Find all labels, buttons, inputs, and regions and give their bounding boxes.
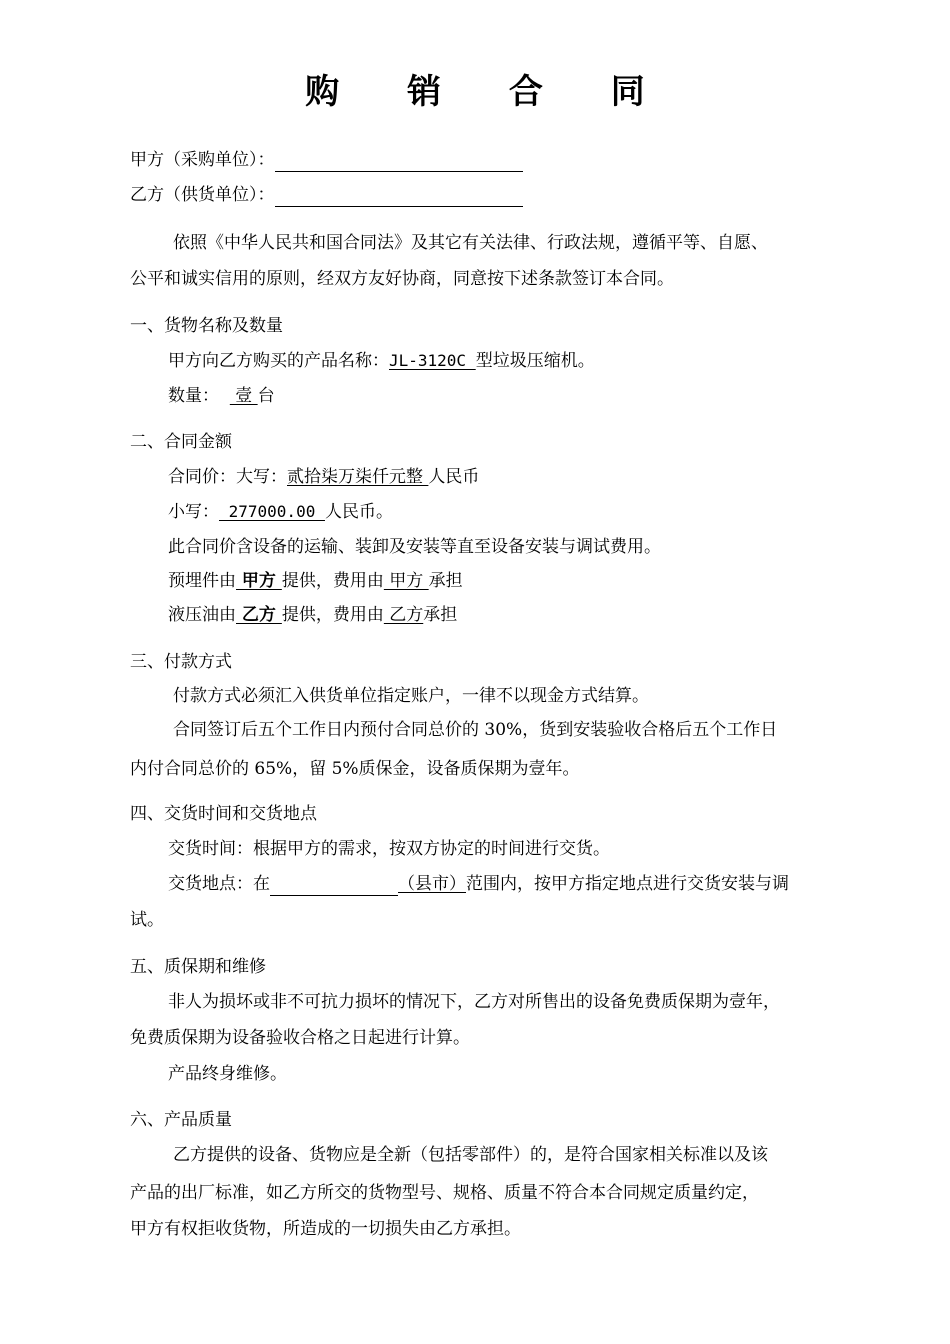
oil-prefix: 液压油由 [168, 605, 236, 625]
price-note: 此合同价含设备的运输、装卸及安装等直至设备安装与调试费用。 [168, 537, 661, 557]
party-b-label: 乙方（供货单位）： [130, 185, 275, 205]
delivery-place-prefix: 交货地点：在 [168, 874, 270, 894]
product-suffix: 型垃圾压缩机。 [475, 351, 595, 371]
payment-paragraph-2-line-2: 内付合同总价的 65%，留 5%质保金，设备质保期为壹年。 [130, 759, 580, 779]
oil-suffix: 承担 [423, 605, 458, 625]
section-4-heading: 四、交货时间和交货地点 [130, 804, 317, 824]
section-2-heading: 二、合同金额 [130, 432, 232, 452]
payment-paragraph-2-line-1: 合同签订后五个工作日内预付合同总价的 30%，货到安装验收合格后五个工作日 [173, 720, 778, 740]
embed-line [168, 569, 463, 593]
price-lower-prefix: 小写： [168, 502, 219, 522]
oil-line [168, 603, 457, 627]
delivery-place-suffix: 范围内，按甲方指定地点进行交货安装与调 [466, 874, 789, 894]
lifetime-repair: 产品终身维修。 [168, 1064, 287, 1084]
section-1-heading: 一、货物名称及数量 [130, 316, 283, 336]
section-6-heading: 六、产品质量 [130, 1110, 232, 1130]
embed-suffix: 承担 [428, 571, 463, 591]
party-a-label: 甲方（采购单位）： [130, 150, 275, 170]
payment-paragraph-1: 付款方式必须汇入供货单位指定账户，一律不以现金方式结算。 [173, 686, 649, 706]
price-upper-prefix: 合同价：大写： [168, 467, 287, 487]
warranty-paragraph-line-1: 非人为损坏或非不可抗力损坏的情况下，乙方对所售出的设备免费质保期为壹年， [168, 992, 780, 1012]
section-3-heading: 三、付款方式 [130, 652, 232, 672]
embed-provider: 甲方 [236, 571, 282, 591]
intro-line-1: 依照《中华人民共和国合同法》及其它有关法律、行政法规，遵循平等、自愿、 [173, 233, 768, 253]
price-upper-suffix: 人民币 [428, 467, 480, 487]
document-title: 购 销 合 同 [305, 72, 673, 112]
quality-line-1: 乙方提供的设备、货物应是全新（包括零部件）的，是符合国家相关标准以及该 [173, 1145, 768, 1165]
quality-line-3: 甲方有权拒收货物，所造成的一切损失由乙方承担。 [130, 1219, 521, 1239]
delivery-place-line [168, 872, 789, 896]
delivery-place-line-2: 试。 [130, 910, 164, 930]
embed-payer: 甲方 [383, 571, 429, 591]
price-lower-line [168, 500, 393, 524]
quantity-prefix: 数量： [168, 386, 230, 406]
quality-line-2: 产品的出厂标准，如乙方所交的货物型号、规格、质量不符合本合同规定质量约定， [130, 1183, 759, 1203]
party-b-blank [275, 188, 523, 207]
delivery-time: 交货时间：根据甲方的需求，按双方协定的时间进行交货。 [168, 839, 610, 859]
oil-mid: 提供，费用由 [281, 605, 384, 625]
party-a-blank [275, 153, 523, 172]
delivery-place-unit: （县市） [398, 874, 466, 894]
oil-provider: 乙方 [236, 605, 282, 625]
party-a-line [130, 148, 523, 172]
section-5-heading: 五、质保期和维修 [130, 957, 266, 977]
product-model: JL-3120C [389, 351, 476, 370]
price-lower-suffix: 人民币。 [324, 502, 393, 522]
price-upper-line [168, 465, 479, 489]
party-b-line [130, 183, 523, 207]
delivery-place-blank [270, 877, 398, 896]
price-lower-value: 277000.00 [219, 502, 325, 521]
product-line [168, 349, 595, 373]
embed-prefix: 预埋件由 [168, 571, 236, 591]
warranty-paragraph-line-2: 免费质保期为设备验收合格之日起进行计算。 [130, 1028, 470, 1048]
quantity-line [168, 384, 275, 408]
product-prefix: 甲方向乙方购买的产品名称： [168, 351, 389, 371]
intro-line-2: 公平和诚实信用的原则，经双方友好协商，同意按下述条款签订本合同。 [130, 269, 674, 289]
quantity-value: 壹 [229, 386, 258, 406]
quantity-unit: 台 [257, 386, 275, 406]
price-upper-value: 贰拾柒万柒仟元整 [287, 467, 429, 487]
oil-payer: 乙方 [383, 605, 424, 625]
embed-mid: 提供，费用由 [281, 571, 384, 591]
